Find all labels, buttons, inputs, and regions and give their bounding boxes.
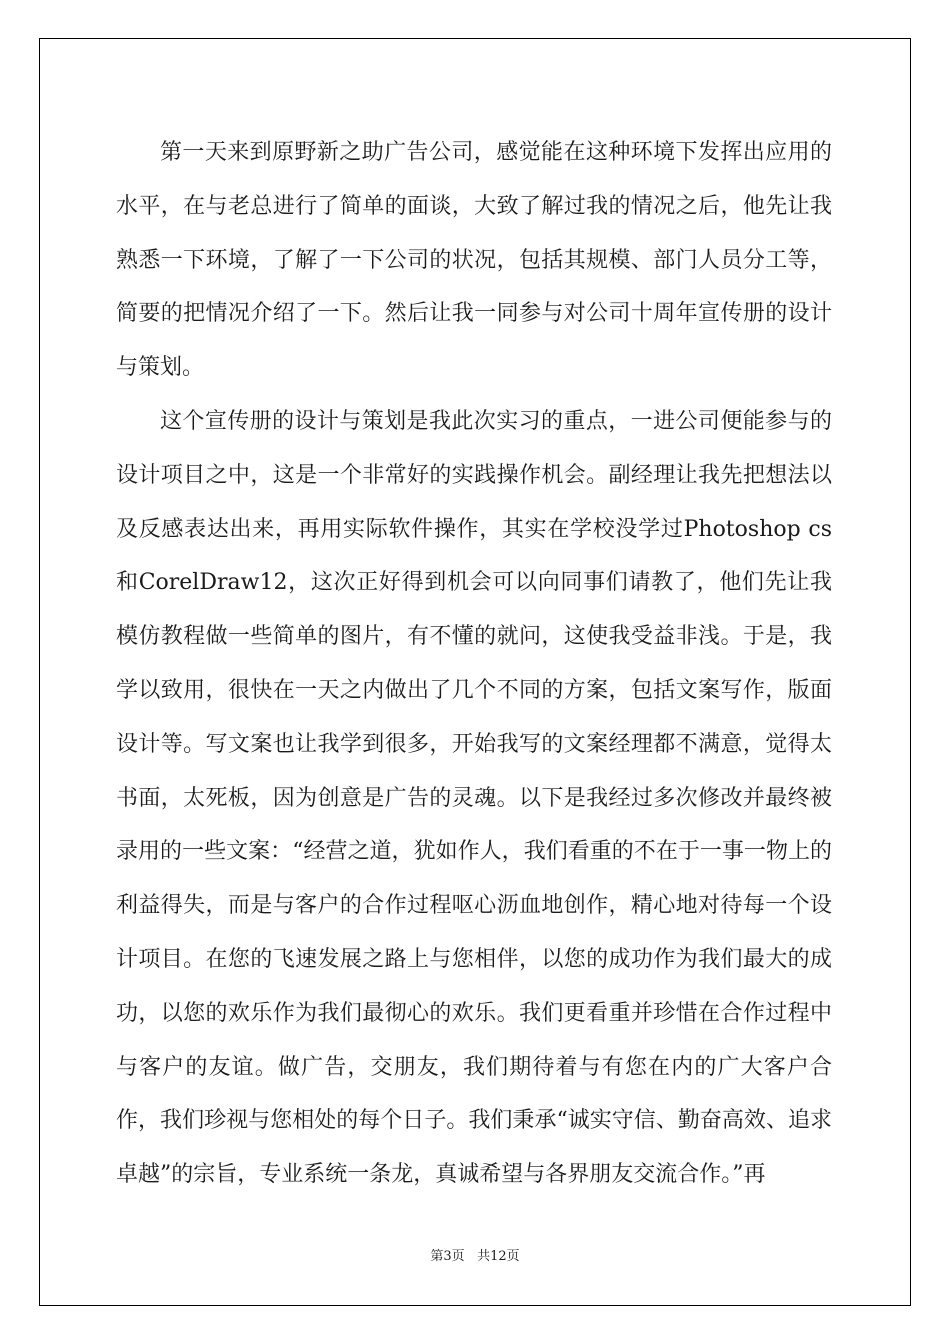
paragraph-2: 这个宣传册的设计与策划是我此次实习的重点，一进公司便能参与的设计项目之中，这是一个非常好的实践操作机会。副经理让我先把想法以及反感表达出来，再用实际软件操作，其实在学校没学过Photoshop cs 和CorelDraw12，这次正好得到机会可以向同事们请教了，他们先让我模仿教程做一些简单的图片，有不懂的就问，这使我受益非浅。于是，我学以致用，很快在一天之内做出了几个不同的方案，包括文案写作，版面设计等。写文案也让我学到很多，开始我写的文案经理都不满意，觉得太书面，太死板，因为创意是广告的灵魂。以下是我经过多次修改并最终被录用的一些文案：“经营之道，犹如作人，我们看重的不在于一事一物上的利益得失，而是与客户的合作过程呕心沥血地创作，精心地对待每一个设计项目。在您的飞速发展之路上与您相伴，以您的成功作为我们最大的成功，以您的欢乐作为我们最彻心的欢乐。我们更看重并珍惜在合作过程中与客户的友谊。做广告，交朋友，我们期待着与有您在内的广大客户合作，我们珍视与您相处的每个日子。我们秉承“诚实守信、勤奋高效、追求卓越”的宗旨，专业系统一条龙，真诚希望与各界朋友交流合作。”再 [116,408,832,1188]
page-footer [0,1245,950,1264]
footer-gap [465,1249,477,1264]
paragraph-1: 第一天来到原野新之助广告公司，感觉能在这种环境下发挥出应用的水平，在与老总进行了简单的面谈，大致了解过我的情况之后，他先让我熟悉一下环境，了解了一下公司的状况，包括其规模、部门人员分工等，简要的把情况介绍了一下。然后让我一同参与对公司十周年宣传册的设计与策划。 [116,140,832,381]
page-total: 共12页 [477,1249,520,1264]
page-number: 第3页 [430,1249,465,1264]
document-body [116,126,832,1202]
